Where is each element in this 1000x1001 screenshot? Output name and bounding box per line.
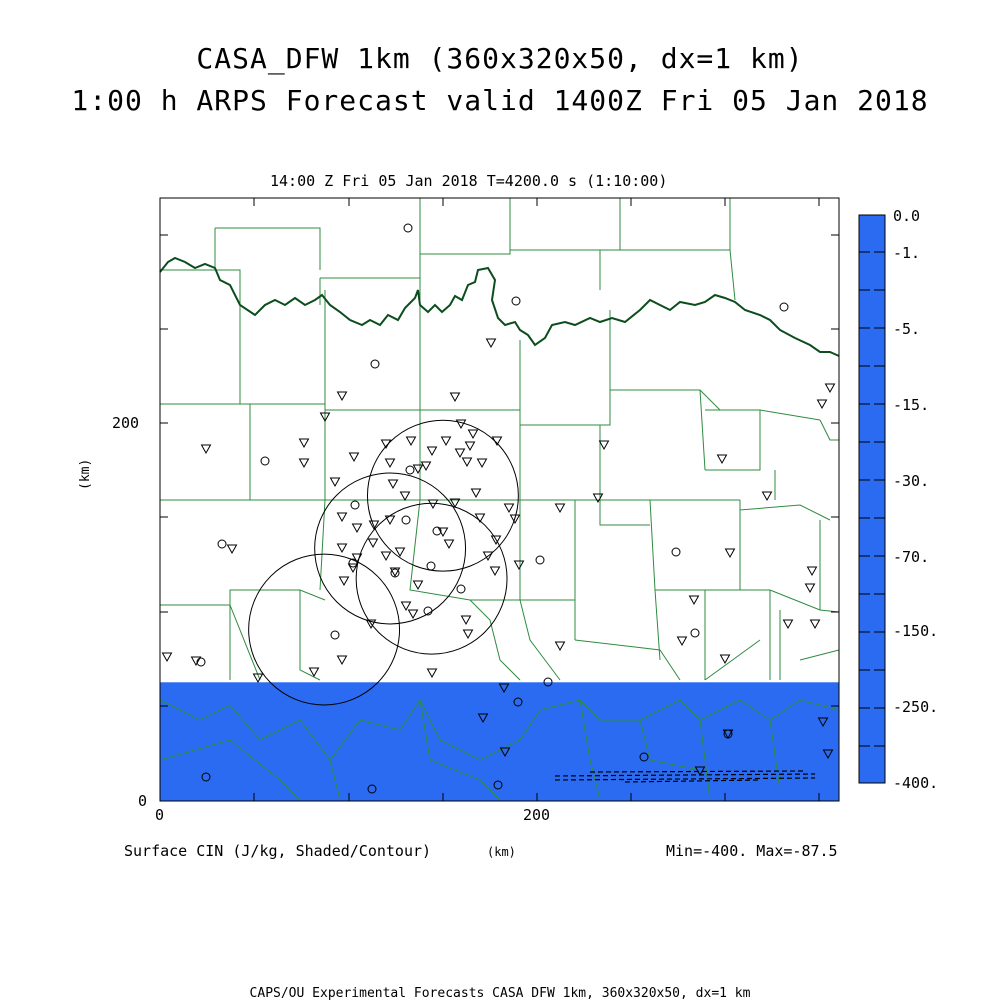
- colorbar-label-6: -150.: [893, 622, 939, 640]
- plot-subtitle: 14:00 Z Fri 05 Jan 2018 T=4200.0 s (1:10:00): [270, 172, 668, 190]
- station-triangle: [300, 439, 309, 447]
- station-triangle: [422, 462, 431, 470]
- y-tick-0: 0: [138, 792, 148, 810]
- station-triangle: [370, 521, 379, 529]
- station-triangle: [396, 548, 405, 556]
- station-triangle: [163, 653, 172, 661]
- station-triangle: [350, 453, 359, 461]
- station-triangle: [726, 549, 735, 557]
- station-triangle: [369, 539, 378, 547]
- x-tick-200: 200: [523, 806, 551, 824]
- station-triangle: [331, 478, 340, 486]
- station-triangle: [451, 393, 460, 401]
- station-triangle: [340, 577, 349, 585]
- colorbar-label-3: -15.: [893, 396, 930, 414]
- station-triangle: [428, 447, 437, 455]
- radar-ring-3: [356, 503, 507, 654]
- station-circle: [457, 585, 465, 593]
- station-circle: [402, 516, 410, 524]
- colorbar-label-7: -250.: [893, 698, 939, 716]
- footer-credit: CAPS/OU Experimental Forecasts CASA DFW 1km, 360x320x50, dx=1 km: [249, 986, 751, 1001]
- station-circle: [351, 501, 359, 509]
- station-circle: [371, 360, 379, 368]
- colorbar-label-1: -1.: [893, 244, 921, 262]
- station-triangle: [463, 458, 472, 466]
- radar-ring-2: [315, 473, 466, 624]
- station-circle: [512, 297, 520, 305]
- station-triangle: [457, 420, 466, 428]
- station-circle: [691, 629, 699, 637]
- station-triangle: [439, 528, 448, 536]
- station-triangle: [556, 504, 565, 512]
- station-triangle: [678, 637, 687, 645]
- station-triangle: [466, 442, 475, 450]
- station-triangle: [353, 524, 362, 532]
- cin-shaded-region: [160, 682, 839, 801]
- station-triangle: [763, 492, 772, 500]
- station-triangle: [472, 489, 481, 497]
- station-circle: [404, 224, 412, 232]
- station-triangle: [811, 620, 820, 628]
- y-tick-200: 200: [112, 414, 140, 432]
- station-triangle: [556, 642, 565, 650]
- station-circle: [261, 457, 269, 465]
- state-border: [160, 258, 839, 356]
- x-axis-unit: (km): [487, 845, 516, 859]
- station-triangle: [300, 459, 309, 467]
- station-triangle: [478, 459, 487, 467]
- colorbar-label-5: -70.: [893, 548, 930, 566]
- title-line-2: 1:00 h ARPS Forecast valid 1400Z Fri 05 Jan 2018: [71, 84, 929, 117]
- station-triangle: [386, 459, 395, 467]
- station-triangle: [409, 610, 418, 618]
- station-triangle: [402, 602, 411, 610]
- station-triangle: [594, 494, 603, 502]
- station-triangle: [505, 504, 514, 512]
- station-triangle: [600, 441, 609, 449]
- station-triangle: [386, 516, 395, 524]
- station-triangle: [338, 544, 347, 552]
- station-triangle: [826, 384, 835, 392]
- station-triangle: [338, 392, 347, 400]
- station-triangle: [718, 455, 727, 463]
- station-circle: [536, 556, 544, 564]
- station-triangle: [202, 445, 211, 453]
- title-line-1: CASA_DFW 1km (360x320x50, dx=1 km): [196, 42, 804, 75]
- station-circle: [672, 548, 680, 556]
- station-triangle: [338, 513, 347, 521]
- station-triangle: [806, 584, 815, 592]
- colorbar: [859, 215, 885, 783]
- station-triangle: [338, 656, 347, 664]
- station-triangle: [690, 596, 699, 604]
- station-triangle: [462, 616, 471, 624]
- station-triangle: [491, 567, 500, 575]
- colorbar-label-8: -400.: [893, 774, 939, 792]
- station-triangle: [442, 437, 451, 445]
- station-triangle: [414, 465, 423, 473]
- station-circle: [406, 466, 414, 474]
- colorbar-label-4: -30.: [893, 472, 930, 490]
- station-triangle: [382, 552, 391, 560]
- station-circle: [331, 631, 339, 639]
- min-max-readout: Min=-400. Max=-87.5: [666, 842, 838, 860]
- station-triangle: [487, 339, 496, 347]
- radar-rings: [249, 420, 519, 705]
- station-circle: [780, 303, 788, 311]
- colorbar-label-2: -5.: [893, 320, 921, 338]
- station-triangle: [808, 567, 817, 575]
- station-triangle: [414, 581, 423, 589]
- station-triangle: [310, 668, 319, 676]
- station-triangle: [445, 540, 454, 548]
- station-triangle: [428, 669, 437, 677]
- x-tick-0: 0: [155, 806, 165, 824]
- station-triangle: [407, 437, 416, 445]
- colorbar-label-0: 0.0: [893, 207, 921, 225]
- station-circle: [427, 562, 435, 570]
- station-triangle: [389, 480, 398, 488]
- station-triangle: [456, 449, 465, 457]
- station-triangle: [228, 545, 237, 553]
- station-triangle: [401, 492, 410, 500]
- station-triangle: [721, 655, 730, 663]
- station-circle: [218, 540, 226, 548]
- field-caption: Surface CIN (J/kg, Shaded/Contour): [124, 842, 432, 860]
- station-triangle: [784, 620, 793, 628]
- station-triangle: [429, 500, 438, 508]
- station-triangle: [469, 430, 478, 438]
- station-triangle: [515, 561, 524, 569]
- y-axis-label: (km): [78, 458, 93, 490]
- station-triangle: [464, 630, 473, 638]
- station-triangle: [818, 400, 827, 408]
